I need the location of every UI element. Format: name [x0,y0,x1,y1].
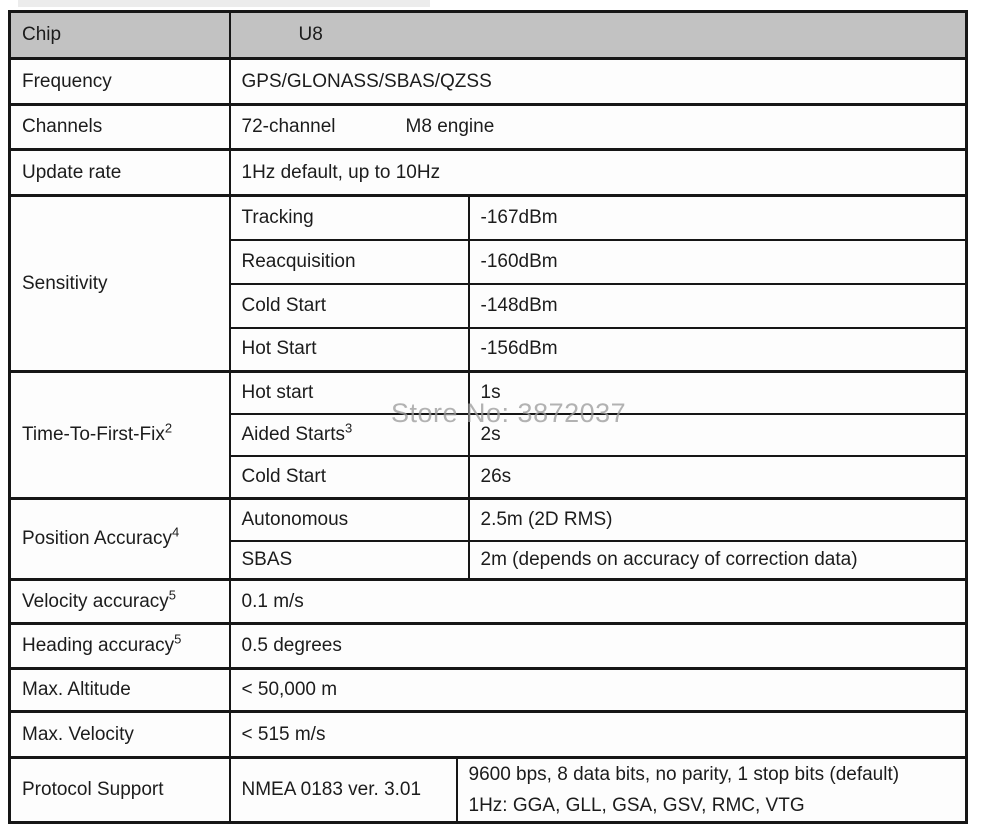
sensitivity-item-name: Hot Start [230,328,469,372]
channels-label: Channels [10,105,230,150]
sensitivity-item-value: -160dBm [469,240,967,284]
update-rate-label: Update rate [10,150,230,196]
chip-label: Chip [10,12,230,59]
ttff-item-value: 26s [469,456,967,499]
position-accuracy-footnote: 4 [171,524,180,540]
sensitivity-item-value: -167dBm [469,196,967,240]
gps-spec-table [8,10,968,824]
channels-value [230,105,967,150]
protocol-sentences: 1Hz: GGA, GLL, GSA, GSV, RMC, VTG [468,795,805,816]
row-ttff-hot-start [10,372,967,414]
row-update-rate [10,150,967,196]
ttff-label: Time-To-First-Fix$^2$ [10,372,230,499]
row-position-autonomous [10,499,967,541]
max-altitude-value: < 50,000 m [230,669,967,712]
sensitivity-item-value: -148dBm [469,284,967,328]
row-frequency [10,59,967,105]
sensitivity-item-name: Tracking [230,196,469,240]
store-watermark: Store No: 3872037 [391,398,627,428]
position-item-name: SBAS [230,541,469,580]
ttff-item-value: 1s [469,372,967,414]
ttff-item-value: 2s [469,414,967,456]
frequency-label: Frequency [10,59,230,105]
position-item-value: 2m (depends on accuracy of correction data) [469,541,967,580]
channels-engine: M8 engine [405,116,495,137]
aided-starts-footnote: 3 [345,420,353,436]
row-max-velocity [10,712,967,758]
channels-count: 72-channel [241,116,336,137]
position-item-name: Autonomous [230,499,469,541]
velocity-accuracy-footnote: 5 [168,587,177,603]
velocity-accuracy-value: 0.1 m/s [230,580,967,624]
protocol-details [457,758,967,823]
velocity-accuracy-label: Velocity accuracy$^5$ [10,580,230,624]
ttff-footnote: 2 [164,420,173,436]
max-altitude-label: Max. Altitude [10,669,230,712]
scan-artifact [18,0,430,7]
max-velocity-value: < 515 m/s [230,712,967,758]
protocol-standard: NMEA 0183 ver. 3.01 [230,758,457,823]
position-item-value: 2.5m (2D RMS) [469,499,967,541]
sensitivity-label: Sensitivity [10,196,230,372]
position-accuracy-label: Position Accuracy$^4$ [10,499,230,580]
heading-accuracy-label: Heading accuracy$^5$ [10,624,230,669]
row-heading-accuracy [10,624,967,669]
heading-accuracy-footnote: 5 [174,631,182,647]
frequency-value: GPS/GLONASS/SBAS/QZSS [230,59,967,105]
row-sensitivity-tracking [10,196,967,240]
ttff-item-name: Hot start [230,372,469,414]
ttff-item-name: Aided Starts$^3$ [230,414,469,456]
sensitivity-item-name: Reacquisition [230,240,469,284]
update-rate-value: 1Hz default, up to 10Hz [230,150,967,196]
row-protocol-support [10,758,967,823]
ttff-item-name: Cold Start [230,456,469,499]
chip-value: U8 [230,12,967,59]
heading-accuracy-value: 0.5 degrees [230,624,967,669]
row-chip [10,12,967,59]
sensitivity-item-value: -156dBm [469,328,967,372]
row-channels [10,105,967,150]
row-max-altitude [10,669,967,712]
max-velocity-label: Max. Velocity [10,712,230,758]
protocol-serial-settings: 9600 bps, 8 data bits, no parity, 1 stop bits (default) [468,764,900,785]
row-velocity-accuracy [10,580,967,624]
sensitivity-item-name: Cold Start [230,284,469,328]
protocol-support-label: Protocol Support [10,758,230,823]
